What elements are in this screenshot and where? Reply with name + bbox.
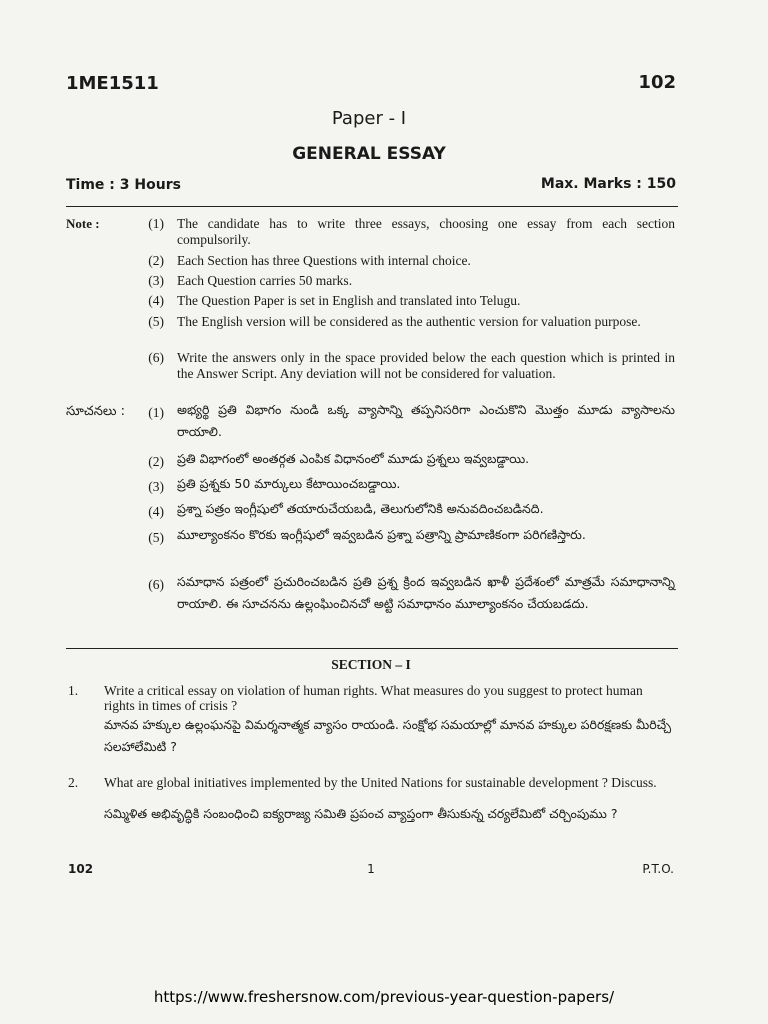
paper-title: GENERAL ESSAY bbox=[292, 144, 446, 164]
paper-label: Paper - I bbox=[331, 108, 407, 129]
question-english: Write a critical essay on violation of human rights. What measures do you suggest to protect human rights in times of crisis ? bbox=[104, 683, 643, 713]
question-number: 1. bbox=[68, 683, 79, 698]
telugu-note-number: (1) bbox=[148, 405, 164, 420]
note-item: The English version will be considered as the authentic version for valuation purpose. bbox=[177, 314, 641, 329]
note-label: Note : bbox=[66, 216, 100, 231]
telugu-note-item: ప్రతి విభాగంలో అంతర్గత ఎంపిక విధానంలో మూడు ప్రశ్నలు ఇవ్వబడ్డాయి. bbox=[177, 451, 530, 466]
footer-page-number: 1 bbox=[367, 862, 375, 876]
note-number: (2) bbox=[148, 253, 164, 268]
telugu-note-number: (4) bbox=[148, 504, 164, 519]
source-url: https://www.freshersnow.com/previous-year-question-papers/ bbox=[153, 988, 615, 1006]
question-number: 2. bbox=[68, 775, 79, 790]
note-item: The Question Paper is set in English and translated into Telugu. bbox=[177, 293, 521, 308]
footer-paper-code: 102 bbox=[68, 862, 94, 876]
paper-code: 1ME1511 bbox=[66, 73, 159, 94]
note-item: The candidate has to write three essays, choosing one essay from each section compulsorily. bbox=[177, 216, 675, 247]
note-item: Each Question carries 50 marks. bbox=[177, 273, 353, 288]
telugu-note-number: (6) bbox=[148, 577, 164, 592]
footer-pto: P.T.O. bbox=[642, 862, 674, 876]
note-number: (5) bbox=[148, 314, 164, 329]
question-telugu: మానవ హక్కుల ఉల్లంఘనపై విమర్శనాత్మక వ్యాసం రాయండి. సంక్షోభ సమయాల్లో మానవ హక్కుల పరిరక్షణకు మీరిచ్చే సలహాలేమిటి ? bbox=[104, 717, 672, 754]
note-item: Write the answers only in the space provided below the each question which is printed in the Answer Script. Any deviation will not be considered for valuation. bbox=[177, 350, 675, 381]
question-english: What are global initiatives implemented by the United Nations for sustainable development ? Discuss. bbox=[104, 775, 657, 790]
telugu-note-item: సమాధాన పత్రంలో ప్రచురించబడిన ప్రతి ప్రశ్న క్రింద ఇవ్వబడిన ఖాళీ ప్రదేశంలో మాత్రమే సమాధానాన్ని రాయాలి. ఈ సూచనను ఉల్లంఘించినచో అట్టి సమాధానం మూల్యాంకనం చేయబడదు. bbox=[177, 574, 675, 611]
page-number: 102 bbox=[638, 72, 676, 93]
telugu-note-number: (5) bbox=[148, 530, 164, 545]
telugu-note-item: ప్రతి ప్రశ్నకు 50 మార్కులు కేటాయించబడ్డాయి. bbox=[177, 476, 401, 491]
telugu-note-number: (2) bbox=[148, 454, 164, 469]
telugu-note-item: అభ్యర్థి ప్రతి విభాగం నుండి ఒక్క వ్యాసాన్ని తప్పనిసరిగా ఎంచుకొని మొత్తం మూడు వ్యాసాలను రాయాలి. bbox=[177, 402, 675, 439]
note-number: (1) bbox=[148, 216, 164, 231]
telugu-note-item: మూల్యాంకనం కొరకు ఇంగ్లీషులో ఇవ్వబడిన ప్రశ్నా పత్రాన్ని ప్రామాణికంగా పరిగణిస్తారు. bbox=[177, 527, 586, 542]
section-heading: SECTION – I bbox=[331, 657, 411, 672]
note-number: (4) bbox=[148, 293, 164, 308]
notes-divider bbox=[66, 648, 678, 649]
question-telugu: సమ్మిళిత అభివృద్ధికి సంబంధించి ఐక్యరాజ్య సమితి ప్రపంచ వ్యాప్తంగా తీసుకున్న చర్యలేమిటో చర్చింపుము ? bbox=[104, 806, 618, 821]
max-marks-label: Max. Marks : 150 bbox=[540, 176, 676, 192]
telugu-note-number: (3) bbox=[148, 479, 164, 494]
time-label: Time : 3 Hours bbox=[66, 177, 181, 193]
telugu-note-label: సూచనలు : bbox=[66, 404, 126, 419]
telugu-note-item: ప్రశ్నా పత్రం ఇంగ్లీషులో తయారుచేయబడి, తెలుగులోనికి అనువదించబడినది. bbox=[177, 501, 544, 516]
header-divider bbox=[66, 206, 678, 207]
note-item: Each Section has three Questions with internal choice. bbox=[177, 253, 471, 268]
note-number: (3) bbox=[148, 273, 164, 288]
note-number: (6) bbox=[148, 350, 164, 365]
